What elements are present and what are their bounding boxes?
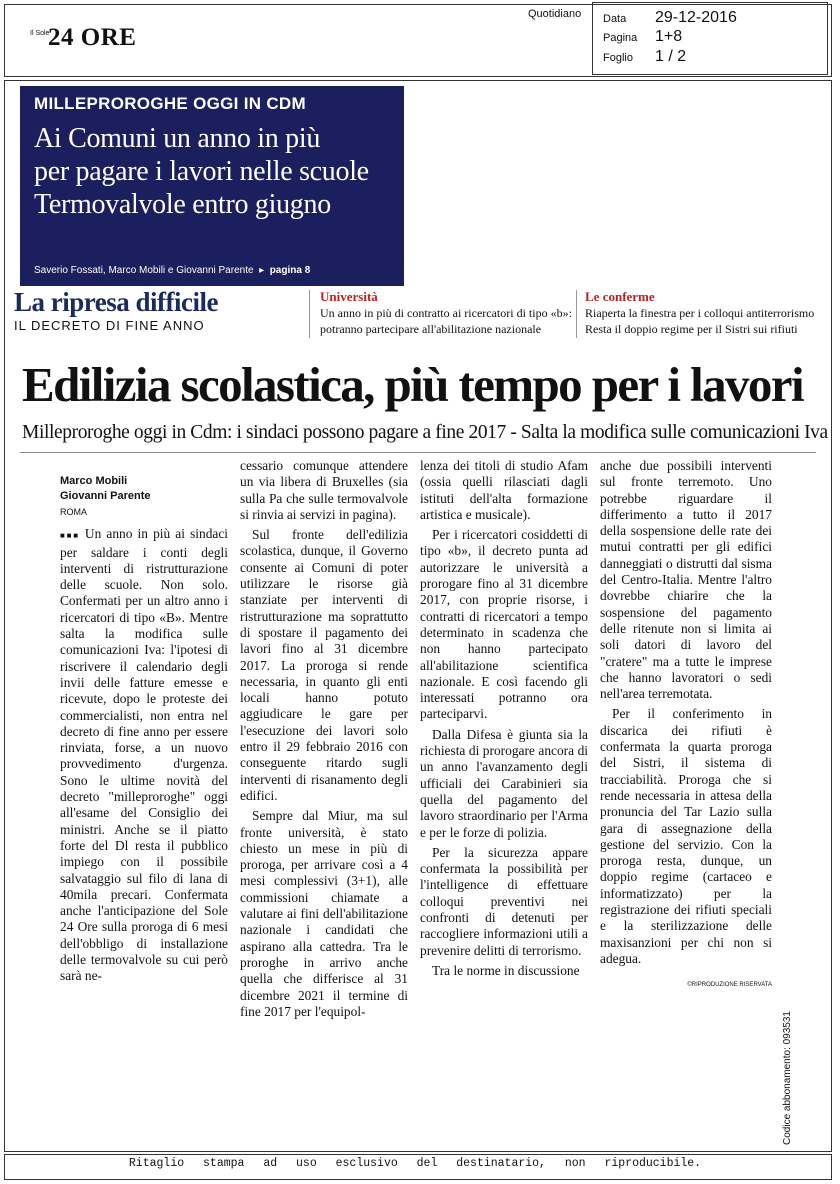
publication-type: Quotidiano (528, 8, 582, 20)
teaser-divider (576, 290, 577, 338)
paragraph-text: Un anno in più ai sindaci per saldare i conti degli interventi di ristrutturazione delle scuole. Non solo. Confermati per un altro anno i ricercatori di tipo «B». Mentre salta la modifica sulle comunicazioni Iva: l'ipotesi di riscrivere il calendario degli invii delle fatture emesse e ricevute, dopo le proteste dei commercialisti, non entra nel decreto di fine anno per essere rinviata, forse, a un nuovo provvedimento d'urgenza. Sono le ultime novità del decreto "milleproroghe" oggi all'esame del Consiglio dei ministri. Anche se il piatto forte del Dl resta il pubblico impiego con il possibile salvataggio sul filo di lana di 40mila precari. Confermata anche l'anticipazione del Sole 24 Ore sulla proroga di 6 mesi dell'obbligo di installazione delle termovalvole su cui però sarà ne- (60, 526, 228, 984)
article-column-1 (60, 474, 228, 989)
paragraph: cessario comunque attendere un via libera di Bruxelles (sia sulla Pa che sulle termovalvole si rinvia ai servizi in pagina). (240, 458, 408, 522)
author-name: Marco Mobili (60, 475, 128, 487)
banner-title-line: Ai Comuni un anno in più (34, 123, 321, 154)
dateline: ROMA (60, 507, 87, 517)
teaser-text: Riaperta la finestra per i colloqui antiterrorismo Resta il doppio regime per il Sistri sui rifiuti (585, 306, 815, 336)
meta-sheet-row (603, 48, 686, 66)
teaser-conferme (585, 289, 825, 337)
newspaper-logo: 24 ORE (48, 24, 137, 51)
article-column-2 (240, 458, 408, 1024)
meta-box (592, 2, 828, 75)
teaser-text: Un anno in più di contratto ai ricercatori di tipo «b»: potranno partecipare all'abilitazione nazionale (320, 306, 572, 336)
meta-date-row (603, 9, 737, 27)
footer-notice: Ritaglio stampa ad uso esclusivo del destinatario, non riproducibile. (128, 1157, 702, 1170)
teaser-title: Università (320, 289, 378, 304)
date-label: Data (603, 13, 627, 25)
author-name: Giovanni Parente (60, 490, 151, 502)
headline-rule (20, 452, 816, 453)
article-start-marker: ■■■ (60, 531, 80, 541)
banner-authors (34, 265, 310, 276)
reproduction-notice: ©RIPRODUZIONE RISERVATA (687, 982, 772, 989)
arrow-icon: ▸ (256, 265, 267, 276)
article-subheadline: Milleproroghe oggi in Cdm: i sindaci possono pagare a fine 2017 - Salta la modifica sulle comunicazioni Iva (22, 422, 828, 443)
logo-small-text: Il Sole (30, 30, 50, 37)
article-column-4 (600, 458, 772, 994)
article-headline: Edilizia scolastica, più tempo per i lavori (22, 357, 803, 412)
meta-page-row (603, 28, 682, 46)
section-title: La ripresa difficile (14, 287, 218, 317)
paragraph: anche due possibili interventi sul fronte terremoto. Uno potrebbe riguardare il differimento a tutto il 2017 della sospensione delle rate dei mutui contratti per gli edifici danneggiati o distrutti dal sisma del Centro-Italia. Mentre l'altro dovrebbe chiarire che la sospensione del pagamento delle ritenute non si limita ai soli datori di lavoro del "cratere" ma a tutte le imprese che hanno lavoratori o sedi nell'area terremotata. (600, 458, 772, 702)
paragraph: Sul fronte dell'edilizia scolastica, dunque, il Governo consente ai Comuni di poter utilizzare le risorse già stanziate per interventi di ristrutturazione ma soprattutto di spostare il pagamento dei lavori fino al 31 dicembre 2017. La proroga si rende necessaria, in quanto gli enti locali hanno potuto aggiudicare le gare per l'esecuzione dei lavori solo entro il 29 febbraio 2016 con conseguente ritardo sugli interventi di risanamento degli edifici. (240, 527, 408, 803)
page-value: 1+8 (655, 28, 683, 45)
banner-kicker: MILLEPROROGHE OGGI IN CDM (34, 94, 306, 113)
teaser-divider (309, 290, 310, 338)
paragraph: Tra le norme in discussione (432, 962, 580, 978)
article-column-3 (420, 458, 588, 983)
page-label: Pagina (603, 32, 638, 44)
banner-author-names: Saverio Fossati, Marco Mobili e Giovanni Parente (34, 265, 254, 276)
section-subtitle: IL DECRETO DI FINE ANNO (14, 318, 205, 333)
banner-title-line: per pagare i lavori nelle scuole (34, 156, 369, 187)
section-header (14, 287, 218, 333)
paragraph: Per il conferimento in discarica dei rifiuti è confermata la quarta proroga del Sistri, il sistema di tracciabilità. Proroga che si rende necessaria in attesa della pronuncia del Tar Lazio sulla gara di assegnazione della gestione del servizio. Con la proroga resta, dunque, un doppio regime (cartaceo e informatizzato) per la registrazione dei rifiuti speciali e la sterilizzazione delle maxisanzioni per chi non si adegua. (600, 706, 772, 966)
paragraph (60, 526, 228, 984)
date-value: 29-12-2016 (655, 9, 737, 26)
teaser-title: Le conferme (585, 289, 655, 304)
banner-title-line: Termovalvole entro giugno (34, 189, 331, 220)
paragraph: Per la sicurezza appare confermata la possibilità per l'intelligence di effettuare colloqui preventivi nei confronti di detenuti per raccogliere informazioni utili a prevenire delitti di terrorismo. (420, 844, 588, 958)
paragraph: lenza dei titoli di studio Afam (ossia quelli rilasciati dagli istituti dell'alta formazione artistica e musicale). (420, 458, 588, 522)
banner-title (34, 122, 390, 221)
sheet-value: 1 / 2 (655, 48, 687, 65)
banner-page-ref: pagina 8 (269, 265, 311, 276)
subscription-code: Codice abbonamento: 093531 (782, 1011, 793, 1145)
paragraph: Per i ricercatori cosiddetti di tipo «b», il decreto punta ad autorizzare le università a prorogare fino al 31 dicembre 2017, con proprie risorse, i contratti di ricercatori a tempo determinato in scadenza che non hanno partecipato all'abilitazione scientifica nazionale. E così facendo gli interessati potranno ora parteciparvi. (420, 527, 588, 722)
front-page-banner (20, 86, 404, 286)
sheet-label: Foglio (603, 52, 633, 64)
paragraph: Dalla Difesa è giunta sia la richiesta di prorogare ancora di un anno l'avanzamento degli ufficiali dei Carabinieri sia quella del pagamento del lavoro straordinario per l'Arma e per le forze di polizia. (420, 726, 588, 840)
paragraph: Sempre dal Miur, ma sul fronte università, è stato chiesto un mese in più di proroga, per arrivare così a 4 mesi complessivi (3+1), alle commissioni chiamate a valutare ai fini dell'abilitazione nazionale i candidati che aspirano alla cattedra. Tra le proroghe in arrivo anche quella che differisce al 31 dicembre 2021 il termine di fine 2017 per l'equipol- (240, 808, 408, 1019)
teaser-universita (320, 289, 576, 337)
